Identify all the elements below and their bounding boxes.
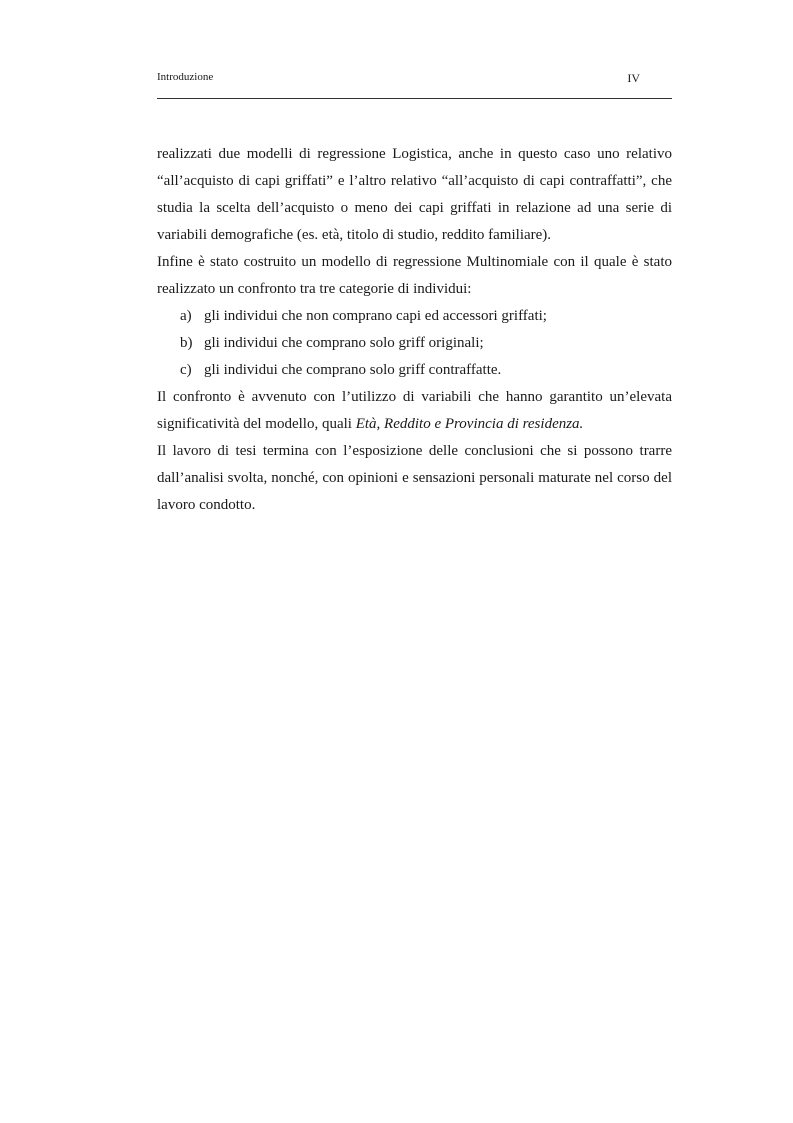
list-item [157,357,672,384]
paragraph-1: realizzati due modelli di regressione Logistica, anche in questo caso uno relativo “all’acquisto di capi griffati” e l’altro relativo “all’acquisto di capi contraffatti”, che studia la scelta dell’acquisto o meno dei capi griffati in relazione ad una serie di variabili demografiche (es. età, titolo di studio, reddito familiare). [157,146,672,243]
categories-list [157,303,672,384]
paragraph-3-text: Il confronto è avvenuto con l’utilizzo di variabili che hanno garantito un’elevata significatività del modello, quali [157,389,672,432]
list-item-text: gli individui che non comprano capi ed accessori griffati; [204,308,547,324]
header-page-number: IV [627,71,640,85]
list-item-marker: a) [180,308,192,324]
list-item [157,330,672,357]
paragraph-3 [157,384,672,438]
running-header [157,70,672,88]
list-item-marker: b) [180,335,193,351]
list-item [157,303,672,330]
paragraph-3-variables: Età, Reddito e Provincia di residenza. [355,416,584,432]
body-text [157,141,672,519]
header-rule [157,98,672,99]
list-item-text: gli individui che comprano solo griff originali; [204,335,484,351]
list-item-text: gli individui che comprano solo griff contraffatte. [204,362,502,378]
list-item-marker: c) [180,362,192,378]
header-section-title: Introduzione [157,71,214,83]
paragraph-2: Infine è stato costruito un modello di regressione Multinomiale con il quale è stato realizzato un confronto tra tre categorie di individui: [157,254,672,297]
paragraph-4: Il lavoro di tesi termina con l’esposizione delle conclusioni che si possono trarre dall’analisi svolta, nonché, con opinioni e sensazioni personali maturate nel corso del lavoro condotto. [157,443,672,513]
